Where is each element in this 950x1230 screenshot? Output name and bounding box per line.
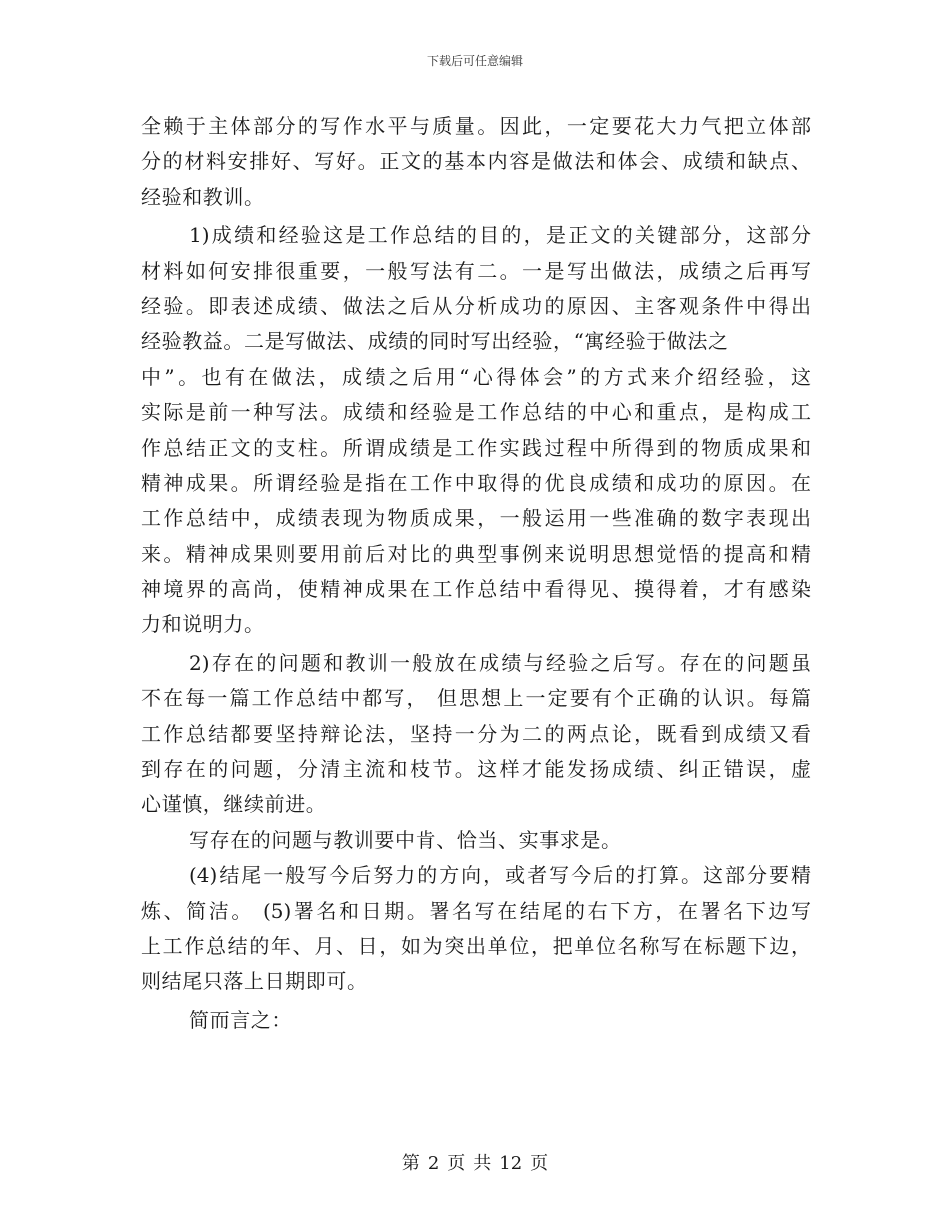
total-pages-number: 12 [499,1153,523,1174]
current-page-number: 2 [427,1153,440,1174]
text-line: 简而言之： [189,1007,292,1032]
text-line: 来。精神成果则要用前后对比的典型事例来说明思想觉悟的提高和精 [141,541,811,566]
text-line: 经验和教训。 [141,184,265,209]
text-line: 炼、简洁。 (5)署名和日期。署名写在结尾的右下方，在署名下边写 [141,898,811,923]
paragraph [141,646,811,823]
header-note: 下载后可任意编辑 [426,54,523,68]
text-line: 精神成果。所谓经验是指在工作中取得的优良成绩和成功的原因。在 [141,470,811,495]
text-line: 则结尾只落上日期即可。 [141,969,368,994]
text-line: 神境界的高尚，使精神成果在工作总结中看得见、摸得着，才有感染 [141,577,811,602]
text-line: 心谨慎，继续前进。 [141,792,327,817]
paragraph [141,218,811,643]
paragraph [141,823,811,858]
text-line: 力和说明力。 [141,612,265,637]
text-line: 到存在的问题，分清主流和枝节。这样才能发扬成绩、纠正错误，虚 [141,757,811,782]
text-line: 经验。即表述成绩、做法之后从分析成功的原因、主客观条件中得出 [141,293,811,318]
text-line: 写存在的问题与教训要中肯、恰当、实事求是。 [189,827,622,852]
page-label-prefix: 第 [401,1153,420,1174]
text-line: 上工作总结的年、月、日，如为突出单位，把单位名称写在标题下边， [141,933,811,958]
text-line: 经验教益。二是写做法、成绩的同时写出经验，“寓经验于做法之 [141,329,729,354]
text-line: 作总结正文的支柱。所谓成绩是工作实践过程中所得到的物质成果和 [141,435,811,460]
page-label-mid: 页 [447,1153,466,1174]
text-line: 工作总结都要坚持辩论法，坚持一分为二的两点论，既看到成绩又看 [141,721,811,746]
paragraph [141,858,811,1000]
paragraph [141,1003,811,1038]
text-line: 中”。也有在做法，成绩之后用“心得体会”的方式来介绍经验，这 [141,364,811,389]
document-body [141,109,811,1038]
text-line: 材料如何安排很重要，一般写法有二。一是写出做法，成绩之后再写 [141,258,811,283]
text-line: 实际是前一种写法。成绩和经验是工作总结的中心和重点，是构成工 [141,400,811,425]
text-line: (4)结尾一般写今后努力的方向，或者写今后的打算。这部分要精 [189,863,811,888]
paragraph [141,109,811,215]
text-line: 2)存在的问题和教训一般放在成绩与经验之后写。存在的问题虽 [189,650,811,675]
text-line: 工作总结中，成绩表现为物质成果，一般运用一些准确的数字表现出 [141,506,811,531]
text-line: 全赖于主体部分的写作水平与质量。因此，一定要花大力气把立体部 [141,114,811,138]
total-label: 共 [473,1153,492,1174]
page-footer [0,1152,950,1176]
text-line: 1)成绩和经验这是工作总结的目的，是正文的关键部分，这部分 [189,223,811,248]
text-line: 不在每一篇工作总结中都写， 但思想上一定要有个正确的认识。每篇 [141,686,811,711]
text-line: 分的材料安排好、写好。正文的基本内容是做法和体会、成绩和缺点、 [141,149,811,174]
page-label-suffix: 页 [530,1153,549,1174]
